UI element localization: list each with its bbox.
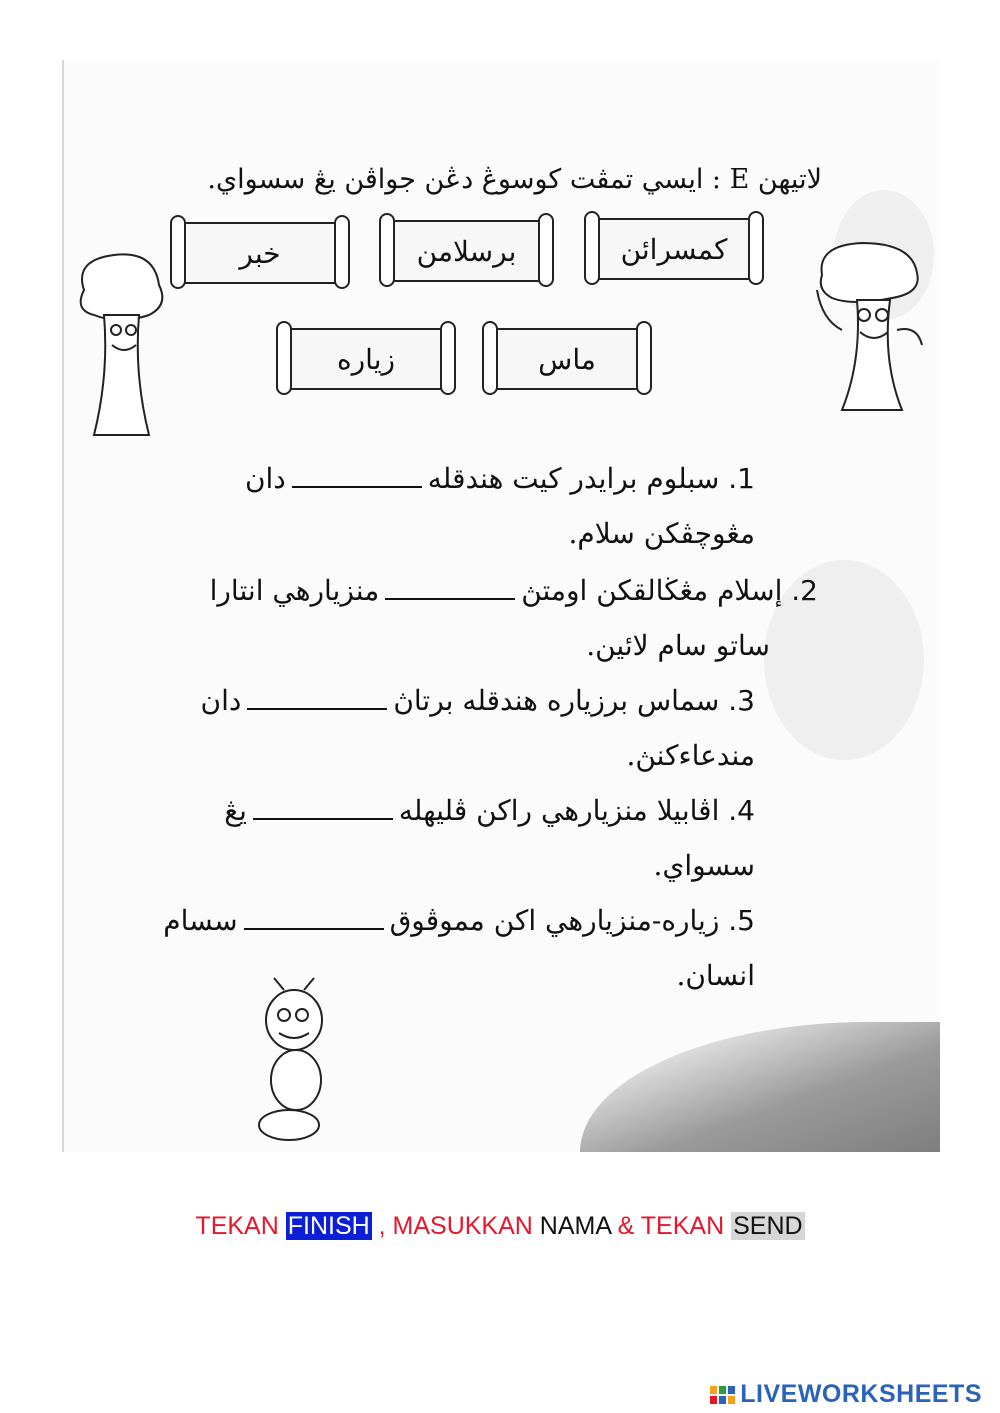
question-text: منزيارهي انتارا — [209, 574, 380, 607]
question-text: سبلوم برايدر كيت هندقله — [427, 462, 720, 495]
question-number: 5. — [728, 904, 755, 937]
question-text: يڠ — [224, 794, 247, 827]
question-2 — [128, 564, 818, 673]
page-corner-shadow — [580, 1022, 940, 1152]
tree-cartoon-right-icon — [802, 240, 932, 420]
question-text: زياره-منزيارهي اكن مموڤوق — [389, 904, 720, 937]
footer-text: NAMA — [539, 1212, 611, 1240]
question-number: 1. — [728, 462, 755, 495]
answer-blank[interactable] — [253, 792, 393, 820]
answer-blank[interactable] — [292, 460, 422, 488]
worksheet-scan — [62, 60, 940, 1152]
question-number: 4. — [728, 794, 755, 827]
question-text: سماس برزياره هندقله برتاڽ — [393, 684, 720, 717]
question-text: مندعاءكنڽ. — [626, 738, 755, 772]
question-text: مڠوچڤكن سلام. — [568, 516, 755, 550]
word-bank-item: زياره — [286, 328, 446, 390]
send-highlight: SEND — [733, 1212, 803, 1240]
word-bank-item: ماس — [492, 328, 642, 390]
question-number: 3. — [728, 684, 755, 717]
submit-instruction — [0, 1212, 1000, 1241]
answer-blank[interactable] — [385, 572, 515, 600]
question-text: سسواي. — [653, 848, 755, 882]
word-bank-item: خبر — [180, 222, 340, 284]
tree-cartoon-left-icon — [64, 250, 174, 450]
question-text: دان — [200, 684, 242, 717]
question-4 — [175, 784, 755, 893]
answer-blank[interactable] — [247, 682, 387, 710]
word-bank-item: برسلامن — [389, 220, 544, 282]
finish-highlight: FINISH — [287, 1212, 370, 1240]
question-text: دان — [244, 462, 286, 495]
question-1 — [195, 452, 755, 561]
footer-text: TEKAN — [195, 1212, 279, 1240]
question-text: إسلام مڠڬالقكن اومتڽ — [521, 574, 783, 607]
word-bank-item: كمسرائن — [594, 218, 754, 280]
question-number: 2. — [791, 574, 818, 607]
brand-name: LIVEWORKSHEETS — [740, 1380, 982, 1408]
question-text: انسان. — [676, 958, 755, 992]
question-text: سسام — [163, 904, 238, 937]
question-5 — [135, 894, 755, 1003]
exercise-instruction: لاتيهن E : ايسي تمڤت كوسوڠ دڠن جواڤن يڠ سسواي. — [207, 164, 822, 195]
question-3 — [195, 674, 755, 783]
liveworksheets-logo-icon — [710, 1384, 736, 1406]
footer-text: , MASUKKAN — [378, 1212, 533, 1240]
question-text: اڤابيلا منزيارهي راكن ڤليهله — [398, 794, 720, 827]
answer-blank[interactable] — [244, 902, 384, 930]
question-text: ساتو سام لائين. — [586, 628, 770, 662]
footer-text: & TEKAN — [617, 1212, 725, 1240]
liveworksheets-brand — [710, 1380, 982, 1409]
